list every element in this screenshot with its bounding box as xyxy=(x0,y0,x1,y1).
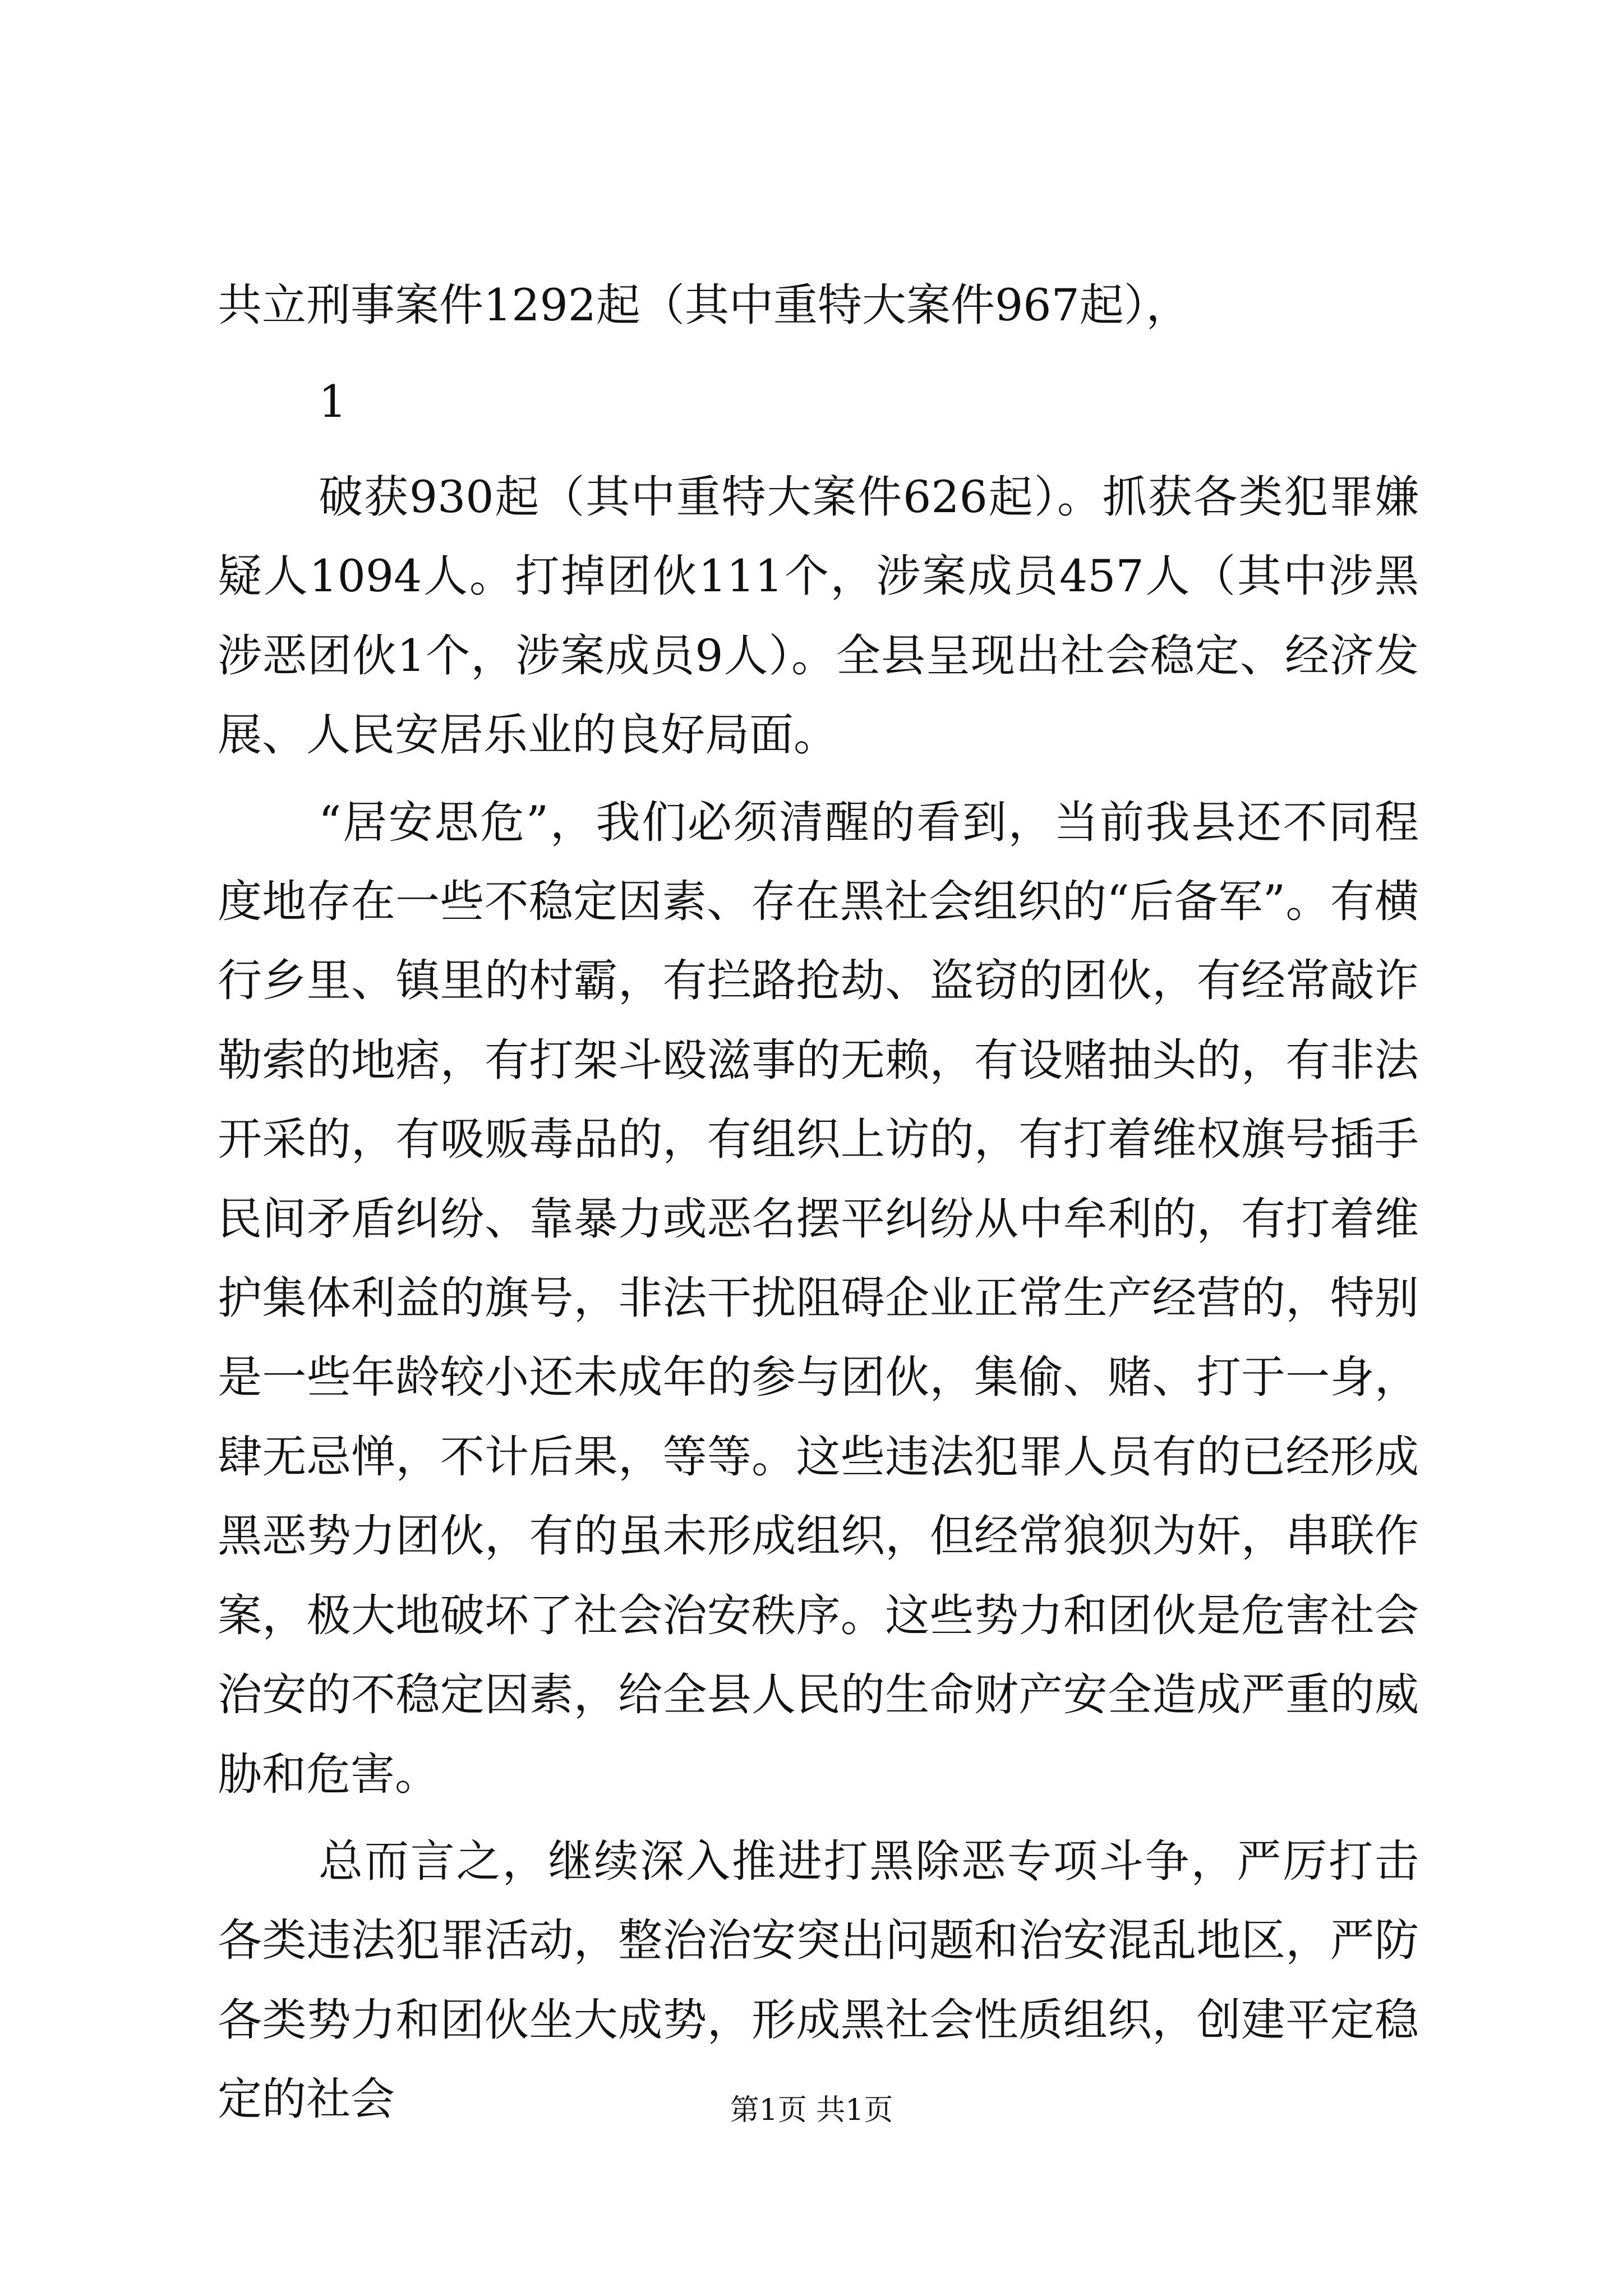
carryover-line: 共立刑事案件1292起（其中重特大案件967起）， xyxy=(218,279,1191,331)
paragraph-2: “居安思危”，我们必须清醒的看到，当前我县还不同程度地存在一些不稳定因素、存在黑社会组织的“后备军”。有横行乡里、镇里的村霸，有拦路抢劫、盗窃的团伙，有经常敲诈勒索的地痞，有打架斗殴滋事的无赖，有设赌抽头的，有非法开采的，有吸贩毒品的，有组织上访的，有打着维权旗号插手民间矛盾纠纷、靠暴力或恶名摆平纠纷从中牟利的，有打着维护集体利益的旗号，非法干扰阻碍企业正常生产经营的，特别是一些年龄较小还未成年的参与团伙，集偷、赌、打于一身，肆无忌惮，不计后果，等等。这些违法犯罪人员有的已经形成黑恶势力团伙，有的虽未形成组织，但经常狼狈为奸，串联作案，极大地破坏了社会治安秩序。这些势力和团伙是危害社会治安的不稳定因素，给全县人民的生命财产安全造成严重的威胁和危害。 xyxy=(218,796,1419,1800)
inline-number: 1 xyxy=(319,376,347,427)
document-body xyxy=(218,257,1419,2139)
page-footer: 第1页 共1页 xyxy=(730,2093,893,2127)
paragraph-3: 总而言之，继续深入推进打黑除恶专项斗争，严厉打击各类违法犯罪活动，整治治安突出问题和治安混乱地区，严防各类势力和团伙坐大成势，形成黑社会性质组织，创建平定稳定的社会 xyxy=(218,1835,1419,2125)
paragraph-1: 破获930起（其中重特大案件626起）。抓获各类犯罪嫌疑人1094人。打掉团伙111个，涉案成员457人（其中涉黑涉恶团伙1个，涉案成员9人）。全县呈现出社会稳定、经济发展、人民安居乐业的良好局面。 xyxy=(218,471,1419,761)
